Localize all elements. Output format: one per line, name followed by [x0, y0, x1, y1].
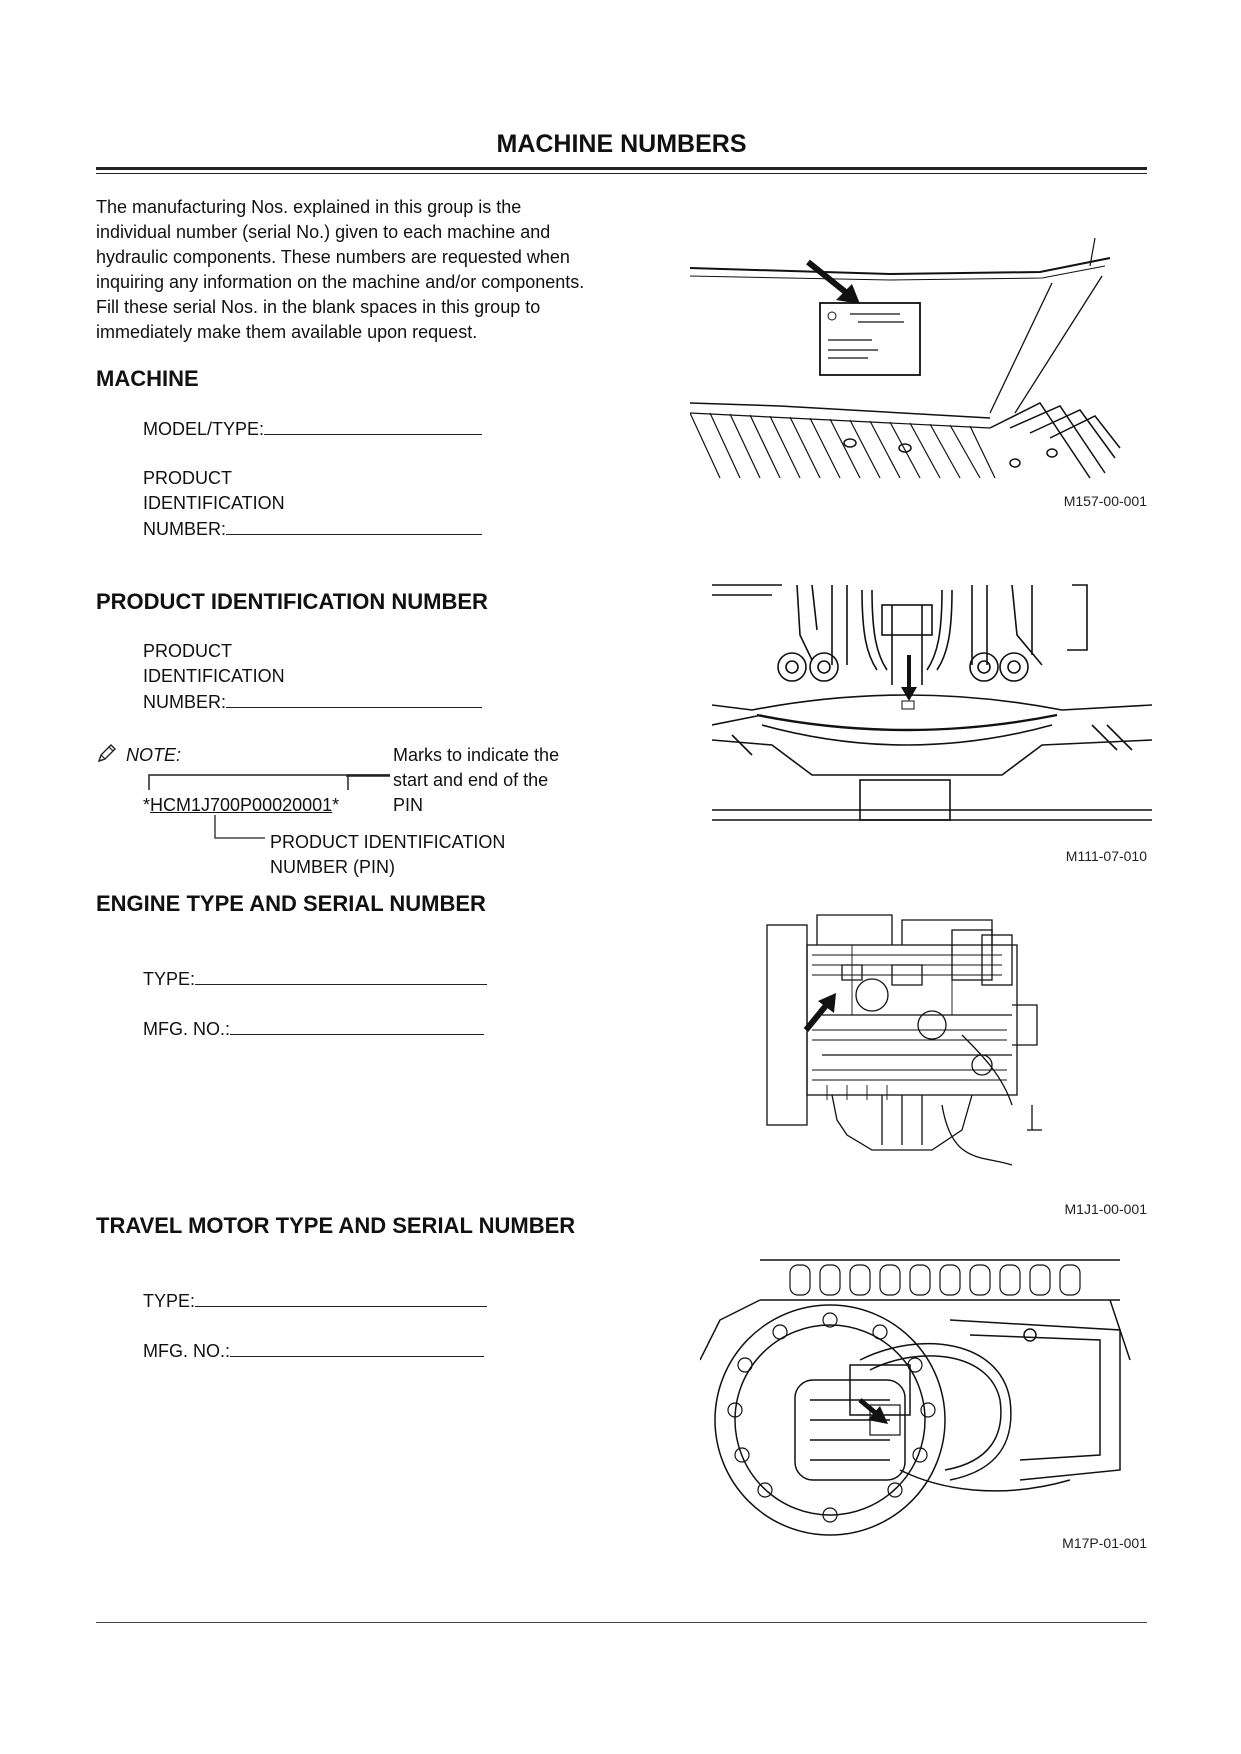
intro-line: The manufacturing Nos. explained in this group is the [96, 197, 522, 217]
engine-heading: ENGINE TYPE AND SERIAL NUMBER [96, 891, 486, 916]
pin-label-line: NUMBER: [143, 692, 227, 712]
type-label: TYPE: [143, 1291, 196, 1311]
intro-line: individual number (serial No.) given to each machine and [96, 222, 551, 242]
engine-type-field [143, 966, 487, 992]
marks-line: start and end of the [393, 770, 549, 790]
pin-end-mark: * [332, 795, 340, 815]
engine-mfg-field [143, 1016, 484, 1042]
title-rule-thin [96, 173, 1147, 174]
footer-rule [96, 1622, 1147, 1623]
mfg-label: MFG. NO.: [143, 1341, 230, 1361]
pin-field [143, 639, 482, 715]
figure-pin-location [712, 575, 1152, 840]
example-pin-value: HCM1J700P00020001 [150, 795, 333, 815]
figure-engine [752, 905, 1052, 1185]
intro-paragraph [96, 195, 656, 345]
intro-line: hydraulic components. These numbers are requested when [96, 247, 570, 267]
marks-line: Marks to indicate the [393, 745, 560, 765]
engine-mfg-blank[interactable] [230, 1016, 484, 1035]
machine-model-field [143, 416, 482, 442]
pin-label-line: PRODUCT [143, 641, 232, 661]
pin-caption-line: PRODUCT IDENTIFICATION [270, 832, 506, 852]
figure-3-caption: M1J1-00-001 [1064, 1201, 1147, 1217]
figure-4-caption: M17P-01-001 [1062, 1535, 1147, 1551]
pin-heading: PRODUCT IDENTIFICATION NUMBER [96, 589, 488, 614]
marks-line: PIN [393, 795, 424, 815]
figure-2-caption: M111-07-010 [1065, 848, 1147, 864]
machine-heading: MACHINE [96, 366, 199, 391]
machine-pin-field [143, 466, 482, 542]
marks-connector-line [346, 772, 392, 782]
intro-line: Fill these serial Nos. in the blank spaces in this group to [96, 297, 541, 317]
pin-label-line: PRODUCT [143, 468, 232, 488]
pin-label-line: IDENTIFICATION [143, 493, 285, 513]
intro-line: inquiring any information on the machine and/or components. [96, 272, 585, 292]
travel-motor-heading: TRAVEL MOTOR TYPE AND SERIAL NUMBER [96, 1213, 576, 1238]
engine-type-blank[interactable] [195, 966, 487, 985]
travel-mfg-blank[interactable] [230, 1338, 484, 1357]
pin-label-line: NUMBER: [143, 519, 227, 539]
pin-leader-line [210, 815, 270, 845]
figure-machine-plate [690, 238, 1150, 488]
figure-1-caption: M157-00-001 [1063, 493, 1147, 509]
figure-travel-motor [700, 1240, 1140, 1540]
travel-mfg-field [143, 1338, 484, 1364]
pin-caption-line: NUMBER (PIN) [270, 857, 395, 877]
model-label: MODEL/TYPE: [143, 419, 265, 439]
title-rule-thick [96, 167, 1147, 170]
machine-pin-blank[interactable] [226, 516, 482, 535]
intro-line: immediately make them available upon request. [96, 322, 478, 342]
marks-explanation [393, 743, 559, 818]
note-label: NOTE: [126, 745, 182, 765]
pin-label-line: IDENTIFICATION [143, 666, 285, 686]
pin-caption [270, 830, 505, 880]
type-label: TYPE: [143, 969, 196, 989]
travel-type-blank[interactable] [195, 1288, 487, 1307]
pin-blank[interactable] [226, 689, 482, 708]
page-title: MACHINE NUMBERS [496, 130, 747, 158]
pin-start-mark: * [143, 795, 151, 815]
travel-type-field [143, 1288, 487, 1314]
pencil-icon [96, 742, 118, 764]
mfg-label: MFG. NO.: [143, 1019, 230, 1039]
model-blank[interactable] [264, 416, 482, 435]
